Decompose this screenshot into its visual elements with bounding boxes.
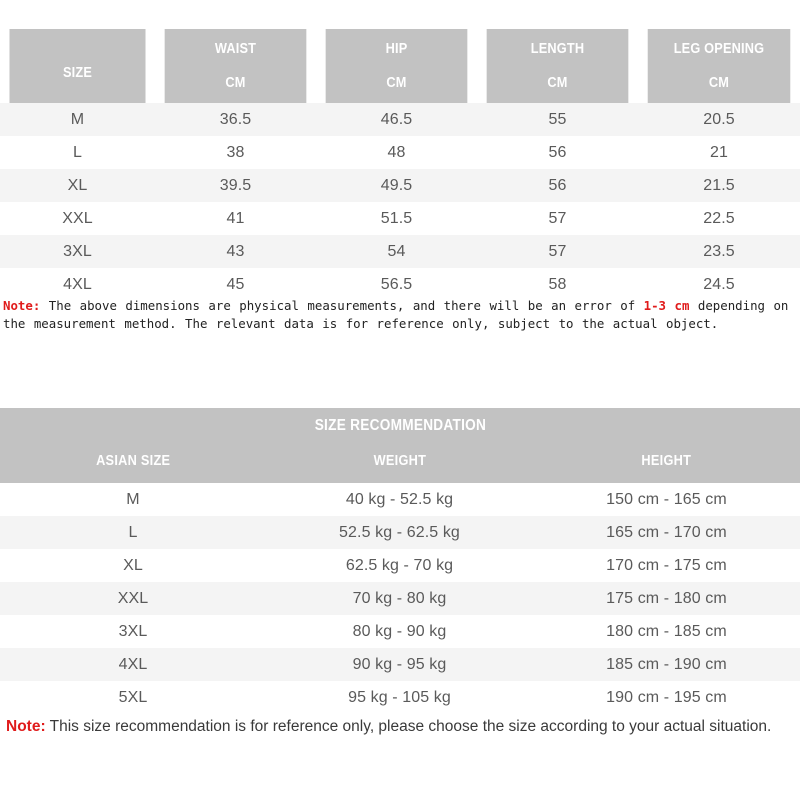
column-header-asian-size <box>0 444 266 483</box>
cell-asian-size: L <box>0 516 266 549</box>
table-row <box>0 648 800 681</box>
cell-hip: 54 <box>316 235 477 268</box>
table-row <box>0 582 800 615</box>
cell-height: 170 cm - 175 cm <box>533 549 800 582</box>
size-recommendation-header-row <box>0 444 800 483</box>
column-header-hip-label: HIP <box>385 40 408 57</box>
cell-size: 3XL <box>0 235 155 268</box>
cell-length: 57 <box>477 202 638 235</box>
cell-weight: 52.5 kg - 62.5 kg <box>266 516 533 549</box>
cell-waist: 38 <box>155 136 316 169</box>
cell-size: L <box>0 136 155 169</box>
column-header-length <box>487 29 629 103</box>
recommendation-note-text: This size recommendation is for reference only, please choose the size according to your actual situation. <box>45 718 772 735</box>
cell-height: 185 cm - 190 cm <box>533 648 800 681</box>
cell-asian-size: XXL <box>0 582 266 615</box>
column-header-leg-opening <box>648 29 791 103</box>
cell-length: 56 <box>477 136 638 169</box>
column-header-waist <box>165 29 307 103</box>
table-row <box>0 549 800 582</box>
cell-hip: 49.5 <box>316 169 477 202</box>
table-row <box>0 681 800 714</box>
size-recommendation-title-row <box>0 408 800 444</box>
column-header-hip-unit: CM <box>386 75 407 91</box>
cell-leg-opening: 20.5 <box>638 103 800 136</box>
cell-asian-size: M <box>0 483 266 516</box>
table-row <box>0 615 800 648</box>
column-header-size-label: SIZE <box>62 65 93 81</box>
cell-asian-size: 3XL <box>0 615 266 648</box>
size-recommendation-table <box>0 408 800 714</box>
column-header-length-label: LENGTH <box>530 40 585 57</box>
cell-waist: 36.5 <box>155 103 316 136</box>
table-row <box>0 516 800 549</box>
cell-asian-size: 4XL <box>0 648 266 681</box>
cell-hip: 56.5 <box>316 268 477 301</box>
cell-height: 150 cm - 165 cm <box>533 483 800 516</box>
cell-weight: 62.5 kg - 70 kg <box>266 549 533 582</box>
recommendation-note <box>6 714 786 740</box>
cell-size: 4XL <box>0 268 155 301</box>
cell-length: 58 <box>477 268 638 301</box>
cell-length: 55 <box>477 103 638 136</box>
column-header-height <box>533 444 800 483</box>
cell-height: 165 cm - 170 cm <box>533 516 800 549</box>
column-header-waist-label: WAIST <box>214 40 257 57</box>
cell-height: 190 cm - 195 cm <box>533 681 800 714</box>
table-row <box>0 483 800 516</box>
cell-weight: 70 kg - 80 kg <box>266 582 533 615</box>
table-row <box>0 202 800 235</box>
cell-asian-size: XL <box>0 549 266 582</box>
measurement-note-label: Note: <box>3 298 41 313</box>
size-recommendation-table-head <box>0 408 800 483</box>
measurement-note <box>3 297 797 333</box>
cell-size: XL <box>0 169 155 202</box>
cell-size: M <box>0 103 155 136</box>
column-header-weight <box>266 444 533 483</box>
cell-weight: 95 kg - 105 kg <box>266 681 533 714</box>
cell-weight: 90 kg - 95 kg <box>266 648 533 681</box>
cell-size: XXL <box>0 202 155 235</box>
cell-length: 56 <box>477 169 638 202</box>
table-row <box>0 235 800 268</box>
column-header-hip <box>326 29 468 103</box>
measurement-table-body <box>0 103 800 301</box>
cell-hip: 46.5 <box>316 103 477 136</box>
cell-waist: 39.5 <box>155 169 316 202</box>
table-row <box>0 103 800 136</box>
cell-leg-opening: 23.5 <box>638 235 800 268</box>
column-header-weight-label: WEIGHT <box>373 452 426 469</box>
column-header-asian-size-label: ASIAN SIZE <box>95 452 171 469</box>
measurement-table <box>0 29 800 301</box>
column-header-waist-unit: CM <box>225 75 246 91</box>
cell-waist: 43 <box>155 235 316 268</box>
cell-weight: 40 kg - 52.5 kg <box>266 483 533 516</box>
size-recommendation-title <box>0 408 800 444</box>
cell-height: 180 cm - 185 cm <box>533 615 800 648</box>
measurement-header-row <box>0 29 800 103</box>
cell-waist: 45 <box>155 268 316 301</box>
table-row <box>0 169 800 202</box>
measurement-table-head <box>0 29 800 103</box>
measurement-note-text-before: The above dimensions are physical measurements, and there will be an error of <box>40 298 644 313</box>
cell-length: 57 <box>477 235 638 268</box>
recommendation-note-label: Note: <box>6 718 46 735</box>
cell-height: 175 cm - 180 cm <box>533 582 800 615</box>
cell-hip: 51.5 <box>316 202 477 235</box>
cell-leg-opening: 21.5 <box>638 169 800 202</box>
column-header-length-unit: CM <box>547 75 568 91</box>
table-row <box>0 136 800 169</box>
cell-hip: 48 <box>316 136 477 169</box>
measurement-note-highlight: 1-3 cm <box>643 298 690 313</box>
cell-waist: 41 <box>155 202 316 235</box>
cell-weight: 80 kg - 90 kg <box>266 615 533 648</box>
cell-leg-opening: 21 <box>638 136 800 169</box>
cell-leg-opening: 24.5 <box>638 268 800 301</box>
size-recommendation-title-label: SIZE RECOMMENDATION <box>314 417 486 434</box>
size-recommendation-table-body <box>0 483 800 714</box>
column-header-leg-opening-unit: CM <box>708 75 730 91</box>
column-header-leg-opening-label: LEG OPENING <box>673 40 765 57</box>
measurement-note-text-after: depending on the measurement method. The relevant data is for reference only, subject to the actual object. <box>3 298 789 331</box>
column-header-height-label: HEIGHT <box>641 452 692 469</box>
cell-asian-size: 5XL <box>0 681 266 714</box>
column-header-size <box>9 29 145 103</box>
cell-leg-opening: 22.5 <box>638 202 800 235</box>
